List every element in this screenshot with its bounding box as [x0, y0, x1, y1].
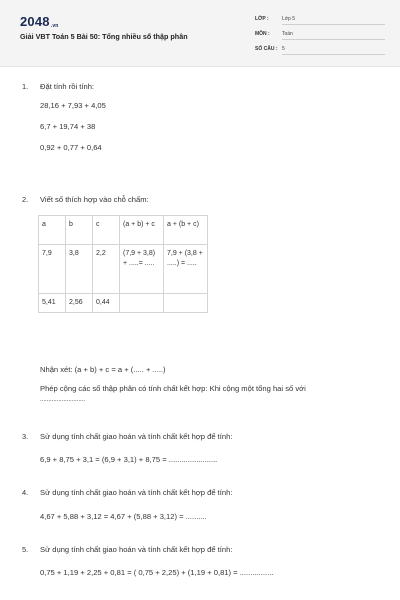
question-1-number: 1. [22, 82, 29, 91]
table-cell-fill-in[interactable]: (7,9 + 3,8) + .....= ..... [120, 245, 164, 294]
meta-value: Lớp 5 [282, 16, 296, 22]
question-5-expression: 0,75 + 1,19 + 2,25 + 0,81 = ( 0,75 + 2,25) + (1,19 + 0,81) = ................ [40, 568, 274, 577]
table-header-cell: (a + b) + c [120, 216, 164, 245]
question-1-item: 28,16 + 7,93 + 4,05 [40, 101, 106, 110]
table-cell-fill-in[interactable] [164, 294, 208, 313]
meta-underline [282, 39, 385, 40]
question-2-statement: Phép cộng các số thập phân có tính chất kết hợp: Khi cộng một tổng hai số với [40, 384, 306, 393]
logo-text: 2048 [20, 14, 50, 29]
table-cell: 5,41 [39, 294, 66, 313]
question-1-prompt: Đặt tính rồi tính: [40, 82, 95, 91]
question-3-prompt: Sử dụng tính chất giao hoán và tính chất kết hợp để tính: [40, 432, 233, 441]
question-4-number: 4. [22, 488, 29, 497]
table-cell: 2,56 [66, 294, 93, 313]
question-2-number: 2. [22, 195, 29, 204]
meta-label: MÔN : [255, 31, 270, 37]
question-5-number: 5. [22, 545, 29, 554]
table-row [39, 245, 208, 294]
table-header-cell: c [93, 216, 120, 245]
table-cell: 0,44 [93, 294, 120, 313]
table-cell: 3,8 [66, 245, 93, 294]
table-cell: 2,2 [93, 245, 120, 294]
question-5-prompt: Sử dụng tính chất giao hoán và tính chất kết hợp để tính: [40, 545, 233, 554]
table-cell-fill-in[interactable] [120, 294, 164, 313]
logo-suffix: .vn [50, 23, 59, 29]
table-header-cell: a [39, 216, 66, 245]
meta-underline [282, 24, 385, 25]
question-2-prompt: Viết số thích hợp vào chỗ chấm: [40, 195, 149, 204]
question-1-item: 6,7 + 19,74 + 38 [40, 122, 96, 131]
meta-question-count [255, 44, 385, 55]
table-cell: 7,9 [39, 245, 66, 294]
meta-subject [255, 29, 385, 40]
site-logo[interactable] [20, 14, 59, 29]
question-4-expression: 4,67 + 5,88 + 3,12 = 4,67 + (5,88 + 3,12) = .......... [40, 512, 207, 521]
question-2-remark: Nhận xét: (a + b) + c = a + (..... + .....) [40, 365, 166, 374]
meta-value: 5 [282, 46, 285, 52]
meta-underline [282, 54, 385, 55]
question-3-number: 3. [22, 432, 29, 441]
meta-label: LỚP : [255, 16, 269, 22]
associative-table [38, 215, 208, 313]
question-1-item: 0,92 + 0,77 + 0,64 [40, 143, 102, 152]
meta-label: SỐ CÂU : [255, 46, 278, 52]
question-3-expression: 6,9 + 8,75 + 3,1 = (6,9 + 3,1) + 8,75 = ....................... [40, 455, 218, 464]
meta-class [255, 14, 385, 25]
table-cell-fill-in[interactable]: 7,9 + (3,8 + .....) = ..... [164, 245, 208, 294]
question-2-answer-blank[interactable]: ........................... [40, 397, 86, 403]
question-4-prompt: Sử dụng tính chất giao hoán và tính chất kết hợp để tính: [40, 488, 233, 497]
table-header-row [39, 216, 208, 245]
page-header [0, 0, 400, 67]
table-header-cell: a + (b + c) [164, 216, 208, 245]
meta-value: Toán [282, 31, 293, 37]
table-row [39, 294, 208, 313]
page-title: Giải VBT Toán 5 Bài 50: Tổng nhiều số thập phân [20, 32, 188, 41]
table-header-cell: b [66, 216, 93, 245]
